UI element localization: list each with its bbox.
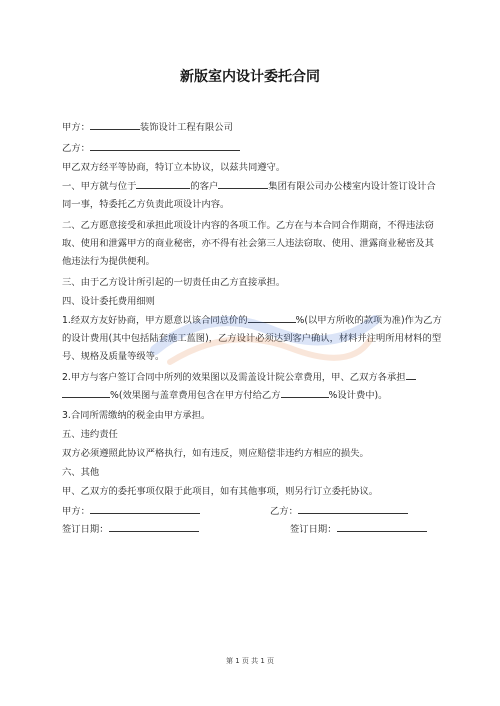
blank-field <box>90 119 140 130</box>
clause-3: 三、由于乙方设计所引起的一切责任由乙方直接承担。 <box>62 277 286 288</box>
blank-field <box>90 140 240 151</box>
sign-date-b <box>290 521 427 539</box>
party-a-line <box>62 119 442 137</box>
blank-field <box>281 387 329 398</box>
item-1-part: %(以甲方所收的款项为准)作为乙方的设计费用(其中包括陆套施工蓝图)，乙方设计必须达到客户确认，材料并注明所用材料的型号、规格及质量等级等。 <box>62 315 442 362</box>
party-a-name: 装饰设计工程有限公司 <box>139 122 233 133</box>
document-title: 新版室内设计委托合同 <box>180 69 320 85</box>
clause-1-part: 一、甲方就与位于 <box>62 181 137 192</box>
blank-field <box>90 503 200 514</box>
clause-1 <box>62 178 442 214</box>
clause-6-text: 甲、乙双方的委托事项仅限于此项目，如有其他事项，则另行订立委托协议。 <box>62 486 379 497</box>
clause-4-heading: 四、设计委托费用细则 <box>62 296 155 307</box>
blank-field <box>337 521 427 532</box>
blank-field <box>109 521 199 532</box>
clause-1-part: 集团有限公司办公楼室内设计签订设计合同一事，特委托乙方负责此项设计内容。 <box>62 181 436 210</box>
item-1-part: 1.经双方友好协商，甲方愿意以该合同总价的 <box>62 315 248 326</box>
intro-text: 甲乙双方经平等协商，特订立本协议，以兹共同遵守。 <box>62 162 286 173</box>
signature-party-b <box>270 503 408 521</box>
clause-6-heading: 六、其他 <box>62 467 100 478</box>
blank-field <box>248 312 296 323</box>
party-b-label: 乙方： <box>62 143 90 154</box>
date-label: 签订日期： <box>62 524 109 535</box>
item-2-part: %设计费中)。 <box>328 390 388 401</box>
blank-field <box>218 178 268 189</box>
clause-4-item-3: 3.合同所需缴纳的税金由甲方承担。 <box>62 410 211 421</box>
item-2-part: 2.甲方与客户签订合同中所列的效果图以及需盖设计院公章费用，甲、乙双方各承担 <box>62 372 406 383</box>
sign-date-a <box>62 521 199 539</box>
clause-5-heading: 五、违约责任 <box>62 429 118 440</box>
clause-4-item-2 <box>62 369 442 405</box>
signature-label: 甲方： <box>62 506 90 517</box>
blank-field <box>62 387 110 398</box>
signature-label: 乙方： <box>270 506 298 517</box>
blank-field <box>298 503 408 514</box>
signature-party-a <box>62 503 200 521</box>
blank-field <box>406 369 416 380</box>
date-label: 签订日期： <box>290 524 337 535</box>
party-a-label: 甲方： <box>62 122 90 133</box>
clause-5-text: 双方必须遵照此协议严格执行，如有违反，则应赔偿非违约方相应的损失。 <box>62 448 369 459</box>
blank-field <box>136 178 190 189</box>
clause-4-item-1 <box>62 312 442 366</box>
party-b-line <box>62 140 442 158</box>
page-footer: 第 1 页 共 1 页 <box>225 657 275 665</box>
clause-2: 二、乙方愿意接受和承担此项设计内容的各项工作。乙方在与本合同合作期商，不得违法窃取、使用和泄露甲方的商业秘密，亦不得有社会第三人违法窃取、使用、泄露商业秘密及其他违法行为提供便利。 <box>62 220 434 267</box>
clause-1-part: 的客户 <box>190 181 219 192</box>
item-2-part: %(效果图与盖章费用包含在甲方付给乙方 <box>110 390 281 401</box>
